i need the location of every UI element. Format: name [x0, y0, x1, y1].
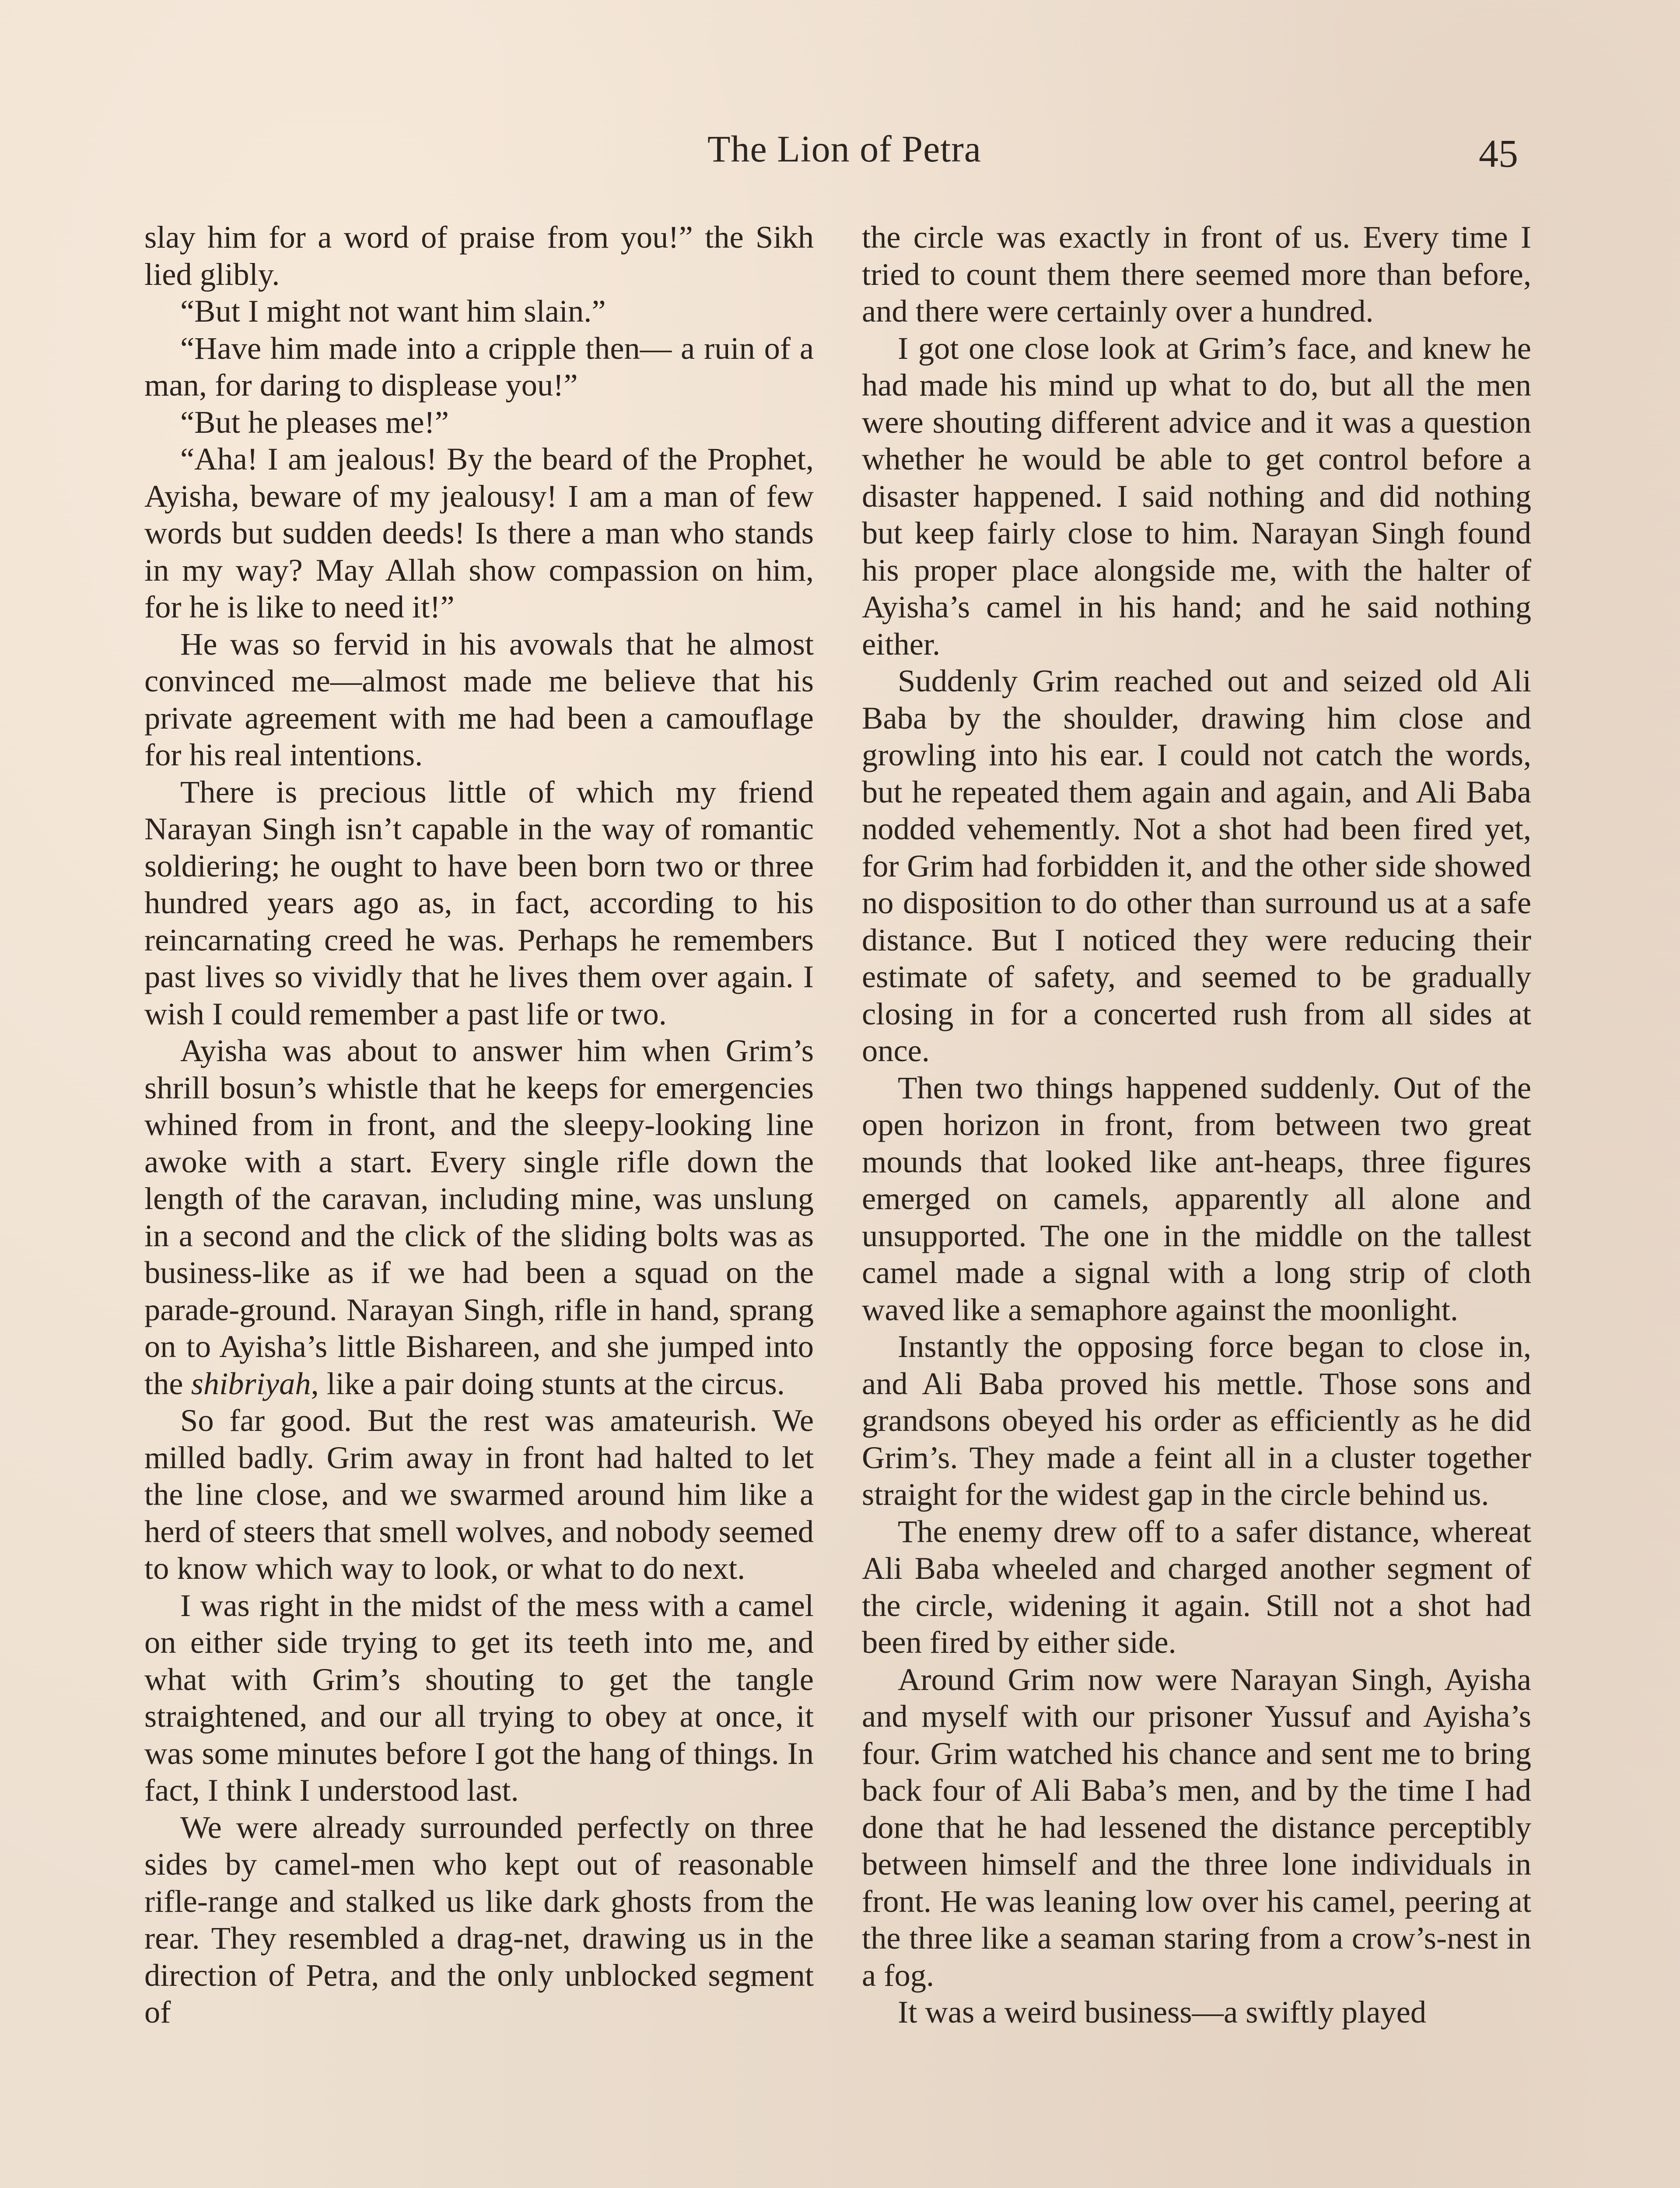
paragraph-text: Ayisha was about to answer him when Grim’s shrill bosun’s whistle that he keeps for emergencies whined from in front, and the sleepy-looking line awoke with a start. Every single rifle down the length of the caravan, including mine, was unslung in a second and the click of the sliding bolts was as business-like as if we had been a squad on the parade-ground. Narayan Singh, rifle in hand, sprang on to Ayisha’s little Bishareen, and she jumped into the — [144, 1033, 814, 1401]
paragraph — [144, 1032, 814, 1402]
paragraph-text: , like a pair doing stunts at the circus. — [311, 1365, 785, 1401]
paragraph: We were already surrounded perfectly on three sides by camel-men who kept out of reasonable rifle-range and stalked us like dark ghosts from the rear. They resembled a drag-net, drawing us in the direction of Petra, and the only unblocked segment of — [144, 1809, 814, 2030]
paragraph: “Have him made into a cripple then— a ruin of a man, for daring to displease you!” — [144, 330, 814, 403]
paragraph: “But I might not want him slain.” — [180, 293, 606, 329]
paragraph: Then two things happened suddenly. Out of the open horizon in front, from between two great mounds that looked like ant-heaps, three figures emerged on camels, apparently all alone and unsupported. The one in the middle on the tallest camel made a signal with a long strip of cloth waved like a semaphore against the moonlight. — [862, 1069, 1531, 1327]
paragraph: There is precious little of which my friend Narayan Singh isn’t capable in the way of romantic soldiering; he ought to have been born two or three hundred years ago as, in fact, according to his reincarnating creed he was. Perhaps he remembers past lives so vividly that he lives them over again. I wish I could remember a past life or two. — [144, 774, 814, 1031]
paragraph: So far good. But the rest was amateurish. We milled badly. Grim away in front had halted to let the line close, and we swarmed around him like a herd of steers that smell wolves, and nobody seemed to know which way to look, or what to do next. — [144, 1403, 814, 1586]
paragraph: He was so fervid in his avowals that he almost convinced me—almost made me believe that his private agreement with me had been a camouflage for his real intentions. — [144, 626, 814, 772]
paragraph: the circle was exactly in front of us. Every time I tried to count them there seemed more than before, and there were certainly over a hundred. — [862, 219, 1531, 329]
paragraph: I was right in the midst of the mess with a camel on either side trying to get its teeth into me, and what with Grim’s shouting to get the tangle straightened, and our all trying to obey at once, it was some minutes before I got the hang of things. In fact, I think I understood last. — [144, 1587, 814, 1808]
paragraph: Instantly the opposing force began to close in, and Ali Baba proved his mettle. Those sons and grandsons obeyed his order as efficiently as he did Grim’s. They made a feint all in a cluster together straight for the widest gap in the circle behind us. — [862, 1329, 1531, 1512]
right-column — [862, 219, 1531, 2031]
paragraph: Around Grim now were Narayan Singh, Ayisha and myself with our prisoner Yussuf and Ayisha’s four. Grim watched his chance and sent me to bring back four of Ali Baba’s men, and by the time I had done that he had lessened the distance perceptibly between himself and the three lone individuals in front. He was leaning low over his camel, peering at the three like a seaman staring from a crow’s-nest in a fog. — [862, 1661, 1531, 1993]
paragraph: slay him for a word of praise from you!” the Sikh lied glibly. — [144, 219, 814, 292]
italic-word: shibriyah — [191, 1365, 311, 1401]
running-title: The Lion of Petra — [707, 128, 981, 170]
paragraph: The enemy drew off to a safer distance, whereat Ali Baba wheeled and charged another segment of the circle, widening it again. Still not a shot had been fired by either side. — [862, 1513, 1531, 1660]
paragraph: Suddenly Grim reached out and seized old Ali Baba by the shoulder, drawing him close and growling into his ear. I could not catch the words, but he repeated them again and again, and Ali Baba nodded vehemently. Not a shot had been fired yet, for Grim had forbidden it, and the other side showed no disposition to do other than surround us at a safe distance. But I noticed they were reducing their estimate of safety, and seemed to be gradually closing in for a concerted rush from all sides at once. — [862, 663, 1531, 1068]
paragraph: It was a weird business—a swiftly played — [898, 1994, 1427, 2030]
paragraph: “But he pleases me!” — [180, 404, 449, 440]
paragraph: I got one close look at Grim’s face, and knew he had made his mind up what to do, but all the men were shouting different advice and it was a question whether he would be able to get control before a disaster happened. I said nothing and did nothing but keep fairly close to him. Narayan Singh found his proper place alongside me, with the halter of Ayisha’s camel in his hand; and he said nothing either. — [862, 330, 1531, 662]
paragraph: “Aha! I am jealous! By the beard of the Prophet, Ayisha, beware of my jealousy! I am a man of few words but sudden deeds! Is there a man who stands in my way? May Allah show compassion on him, for he is like to need it!” — [144, 441, 814, 624]
page-number: 45 — [1479, 132, 1518, 175]
page-header — [0, 127, 1680, 193]
left-column — [144, 219, 814, 2031]
